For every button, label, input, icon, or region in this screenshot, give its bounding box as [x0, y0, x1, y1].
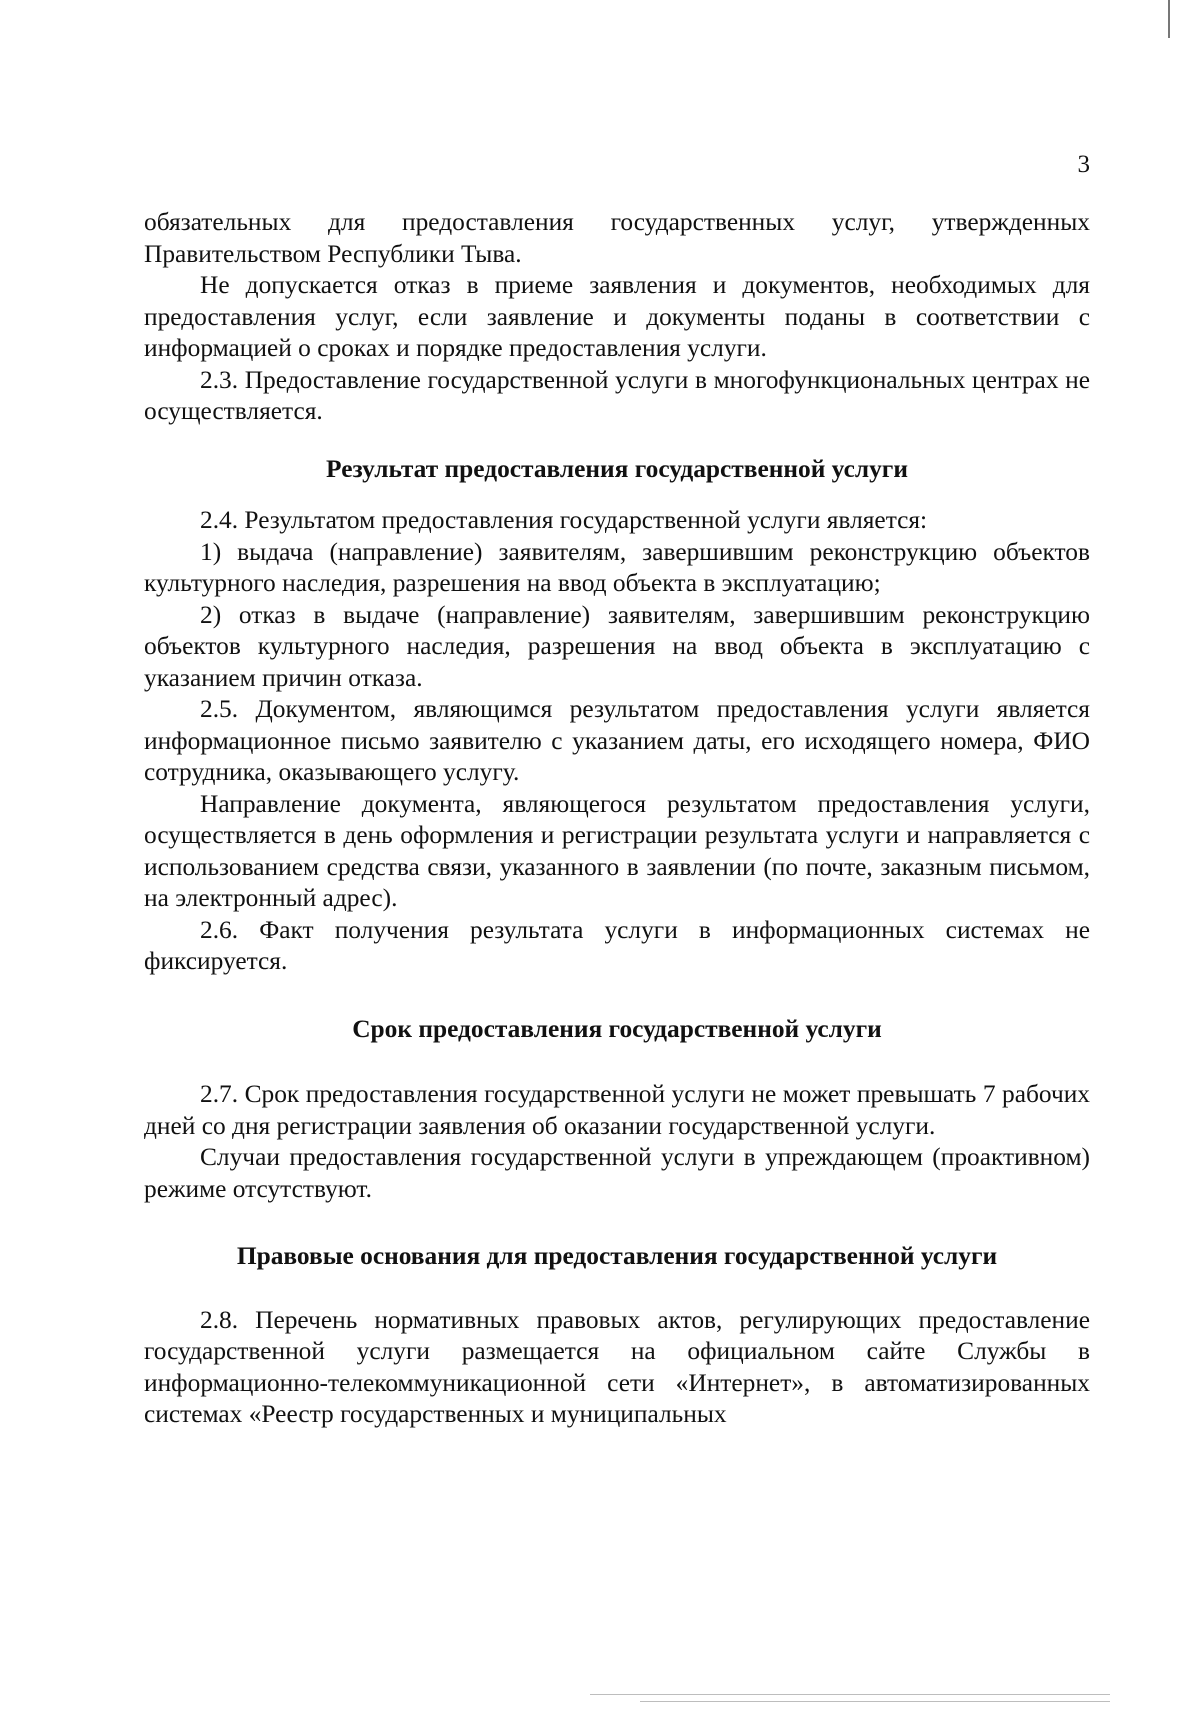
paragraph-2-8: 2.8. Перечень нормативных правовых актов, регулирующих предоставление государственной услуги размещается на официальном сайте Службы в информационно-телекоммуникационной сети «Интернет», в автоматизированных системах «Реестр государственных и муниципальных	[144, 1305, 1090, 1428]
scan-footer-line	[640, 1701, 1110, 1702]
paragraph-document-delivery: Направление документа, являющегося результатом предоставления услуги, осуществляется в день оформления и регистрации результата услуги и направляется с использованием средства связи, указанного в заявлении (по почте, заказным письмом, на электронный адрес).	[144, 789, 1090, 912]
list-item-2: 2) отказ в выдаче (направление) заявителям, завершившим реконструкцию объектов культурного наследия, разрешения на ввод объекта в эксплуатацию с указанием причин отказа.	[144, 600, 1090, 692]
heading-legal-basis: Правовые основания для предоставления государственной услуги	[236, 1242, 998, 1270]
page-number: 3	[1077, 151, 1090, 178]
paragraph-continuation: обязательных для предоставления государственных услуг, утвержденных Правительством Республики Тыва.	[144, 208, 1090, 268]
paragraph-2-5: 2.5. Документом, являющимся результатом предоставления услуги является информационное письмо заявителю с указанием даты, его исходящего номера, ФИО сотрудника, оказывающего услугу.	[144, 695, 1090, 786]
paragraph-2-7: 2.7. Срок предоставления государственной услуги не может превышать 7 рабочих дней со дня регистрации заявления об оказании государственной услуги.	[144, 1080, 1090, 1140]
heading-service-result: Результат предоставления государственной услуги	[326, 454, 908, 483]
paragraph-2-4: 2.4. Результатом предоставления государственной услуги является:	[200, 506, 928, 534]
scan-footer-line	[590, 1694, 1110, 1695]
heading-service-term: Срок предоставления государственной услуги	[352, 1014, 882, 1043]
paragraph-refusal-not-allowed: Не допускается отказ в приеме заявления и документов, необходимых для предоставления услуг, если заявление и документы поданы в соответствии с информацией о сроках и порядке предоставления услуги.	[144, 271, 1090, 362]
paragraph-2-6: 2.6. Факт получения результата услуги в информационных системах не фиксируется.	[144, 915, 1090, 975]
document-body	[144, 207, 1090, 1431]
paragraph-proactive-mode: Случаи предоставления государственной услуги в упреждающем (проактивном) режиме отсутствуют.	[144, 1143, 1090, 1203]
paragraph-2-3: 2.3. Предоставление государственной услуги в многофункциональных центрах не осуществляется.	[144, 365, 1090, 425]
list-item-1: 1) выдача (направление) заявителям, завершившим реконструкцию объектов культурного наследия, разрешения на ввод объекта в эксплуатацию;	[144, 537, 1090, 597]
scan-edge-mark	[1168, 0, 1170, 38]
